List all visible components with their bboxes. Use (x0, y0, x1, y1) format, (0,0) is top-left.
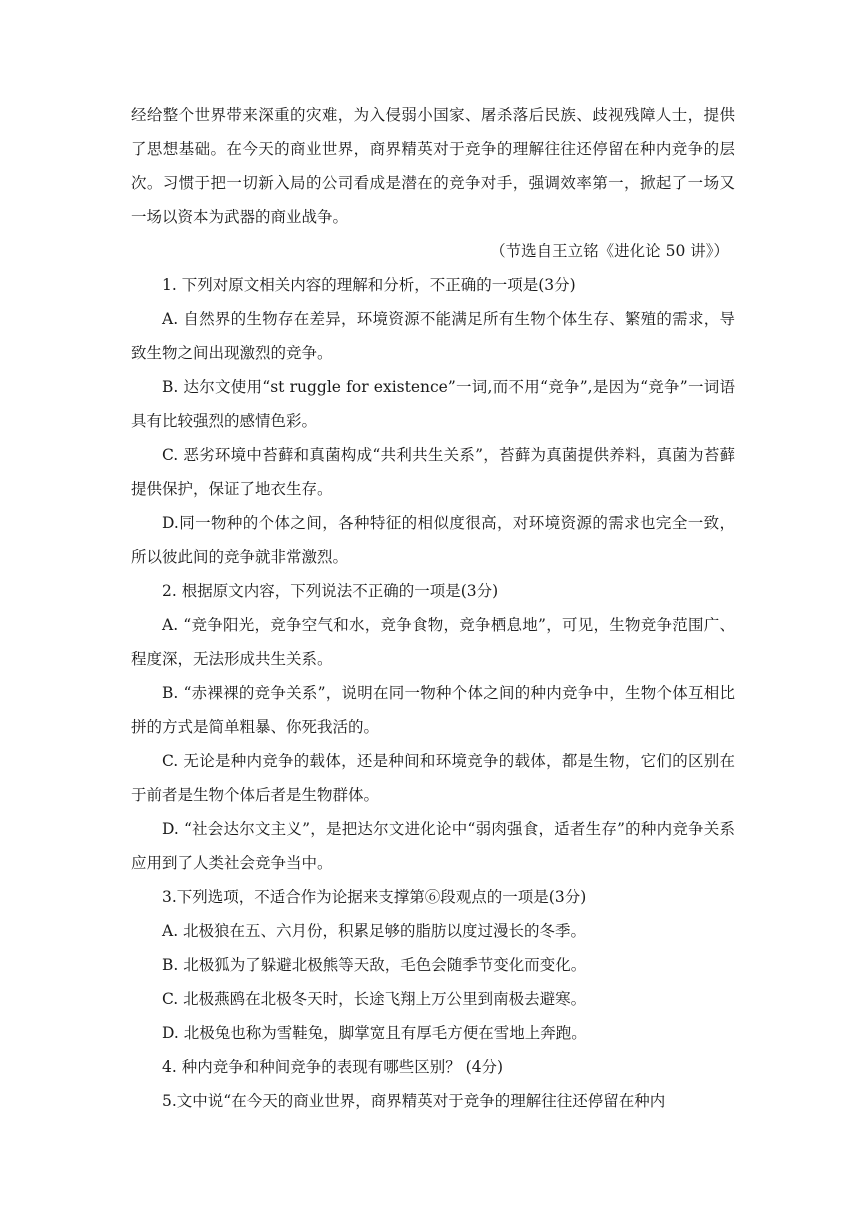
question-stem: 3.下列选项，不适合作为论据来支撑第⑥段观点的一项是(3分) (162, 888, 587, 906)
question-4 (131, 1050, 735, 1084)
question-stem: 4. 种内竞争和种间竞争的表现有哪些区别？ (4分) (162, 1058, 504, 1076)
question-option: B. 达尔文使用“st ruggle for existence”一词,而不用“竞争”,是因为“竞争”一词语具有比较强烈的感情色彩。 (131, 378, 735, 430)
passage-source: （节选自王立铭《进化论 50 讲》） (490, 242, 729, 260)
question-stem: 1. 下列对原文相关内容的理解和分析，不正确的一项是(3分) (162, 276, 576, 294)
document-content (131, 98, 735, 1118)
question-option: D. “社会达尔文主义”，是把达尔文进化论中“弱肉强食，适者生存”的种内竞争关系应用到了人类社会竞争当中。 (131, 820, 735, 872)
question-option: C. 无论是种内竞争的载体，还是种间和环境竞争的载体，都是生物，它们的区别在于前者是生物个体后者是生物群体。 (131, 752, 735, 804)
question-5 (131, 1084, 735, 1118)
question-option: C. 北极燕鸥在北极冬天时，长途飞翔上万公里到南极去避寒。 (162, 990, 587, 1008)
passage-paragraph: 经给整个世界带来深重的灾难，为入侵弱小国家、屠杀落后民族、歧视残障人士，提供了思想基础。在今天的商业世界，商界精英对于竞争的理解往往还停留在种内竞争的层次。习惯于把一切新入局的公司看成是潜在的竞争对手，强调效率第一，掀起了一场又一场以资本为武器的商业战争。 (131, 106, 735, 226)
question-option: B. “赤裸裸的竞争关系”，说明在同一物种个体之间的种内竞争中，生物个体互相比拼的方式是简单粗暴、你死我活的。 (131, 684, 735, 736)
question-option: A. 自然界的生物存在差异，环境资源不能满足所有生物个体生存、繁殖的需求，导致生物之间出现激烈的竞争。 (131, 310, 735, 362)
question-option: A. “竞争阳光，竞争空气和水，竞争食物，竞争栖息地”，可见，生物竞争范围广、程度深，无法形成共生关系。 (131, 616, 735, 668)
question-option: B. 北极狐为了躲避北极熊等天敌，毛色会随季节变化而变化。 (162, 956, 587, 974)
question-3 (131, 880, 735, 1050)
question-option: D.同一物种的个体之间，各种特征的相似度很高，对环境资源的需求也完全一致，所以彼此间的竞争就非常激烈。 (131, 514, 735, 566)
question-stem: 2. 根据原文内容，下列说法不正确的一项是(3分) (162, 582, 499, 600)
question-stem: 5.文中说“在今天的商业世界，商界精英对于竞争的理解往往还停留在种内 (162, 1092, 666, 1110)
question-1 (131, 268, 735, 574)
question-2 (131, 574, 735, 880)
question-option: C. 恶劣环境中苔藓和真菌构成“共利共生关系”，苔藓为真菌提供养料，真菌为苔藓提供保护，保证了地衣生存。 (131, 446, 735, 498)
question-option: A. 北极狼在五、六月份，积累足够的脂肪以度过漫长的冬季。 (162, 922, 587, 940)
question-option: D. 北极兔也称为雪鞋兔，脚掌宽且有厚毛方便在雪地上奔跑。 (162, 1024, 587, 1042)
